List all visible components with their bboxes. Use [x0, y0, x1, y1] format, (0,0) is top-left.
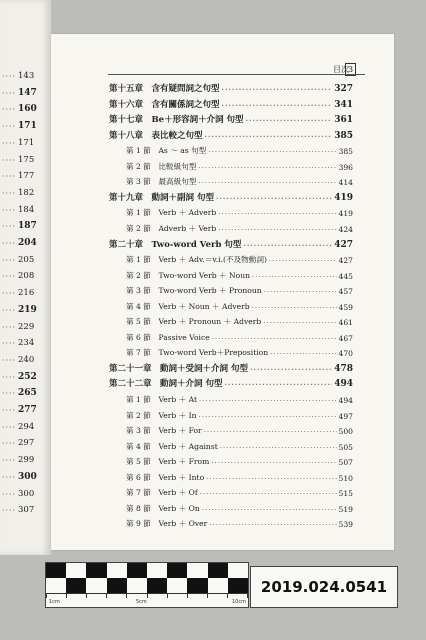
toc-leader-dots: [224, 380, 332, 389]
left-leader-dots: ····: [2, 507, 16, 516]
toc-entry-page: 461: [338, 318, 353, 328]
toc-leader-dots: [204, 428, 337, 436]
toc-leader-dots: [206, 475, 336, 483]
left-page-number: 208: [18, 271, 35, 282]
left-leader-dots: ····: [2, 156, 16, 165]
left-leader-dots: ····: [2, 390, 16, 399]
ruler-square: [147, 578, 167, 593]
toc-entry-page: 445: [338, 271, 353, 281]
ruler-square: [107, 578, 127, 593]
toc-entry-title: 第二十二章 動詞＋介詞 句型: [109, 379, 223, 390]
toc-entry-title: 第 1 節 Verb ＋ At: [126, 395, 198, 404]
left-leader-dots: ····: [2, 189, 16, 198]
toc-section-row: [109, 346, 353, 358]
left-leader-dots: ····: [2, 89, 16, 98]
toc-entry-page: 510: [338, 473, 353, 483]
toc-leader-dots: [264, 288, 337, 296]
toc-entry-title: 第十六章 含有關係詞之句型: [109, 99, 220, 110]
header-rule: [108, 74, 365, 75]
left-page-number: 240: [18, 354, 35, 365]
toc-entry-title: 第十七章 Be＋形容詞＋介詞 句型: [109, 115, 244, 126]
left-page-number: 299: [18, 455, 35, 466]
toc-entry-page: 494: [334, 379, 353, 390]
toc-leader-dots: [250, 365, 332, 374]
ruler-tick: [227, 594, 228, 598]
left-leader-dots: ····: [2, 457, 16, 466]
left-page-number: 182: [18, 187, 35, 198]
left-leader-dots: ····: [2, 223, 16, 232]
ruler-square: [167, 578, 187, 593]
left-page-number: 307: [18, 505, 35, 516]
left-page-number: 171: [18, 137, 35, 148]
toc-leader-dots: [209, 521, 336, 529]
toc-leader-dots: [198, 179, 336, 187]
toc-leader-dots: [220, 444, 337, 452]
left-leader-dots: ····: [2, 373, 16, 382]
ruler-square: [228, 563, 248, 578]
toc-section-row: [109, 269, 353, 281]
toc-section-row: [109, 206, 353, 218]
toc-leader-dots: [246, 116, 333, 125]
ruler-square: [147, 563, 167, 578]
left-leader-dots: ····: [2, 473, 16, 482]
left-leader-dots: ····: [2, 340, 16, 349]
ruler-tick: [106, 594, 107, 598]
left-page-number: 265: [18, 388, 37, 399]
toc-entry-title: 第 1 節 Verb ＋ Adv.＝v.i.(不及物動詞): [126, 255, 267, 265]
toc-chapter-row: [109, 129, 353, 141]
toc-leader-dots: [212, 335, 337, 343]
ruler-square: [208, 578, 228, 593]
toc-entry-title: 第 2 節 Adverb ＋ Verb: [126, 223, 217, 233]
toc-leader-dots: [269, 257, 337, 265]
ruler-square: [86, 563, 106, 578]
toc-chapter-row: [109, 362, 353, 374]
toc-entry-page: 459: [338, 302, 353, 312]
toc-section-row: [109, 424, 353, 436]
toc-leader-dots: [222, 101, 333, 110]
toc-leader-dots: [199, 413, 337, 421]
left-leader-dots: ····: [2, 273, 16, 282]
toc-entry-page: 427: [334, 239, 353, 250]
toc-entry-title: 第 6 節 Passive Voice: [126, 332, 210, 342]
toc-section-row: [109, 160, 353, 172]
toc-section-row: [109, 300, 353, 312]
toc-section-row: [109, 517, 353, 529]
toc-entry-page: 396: [338, 162, 353, 172]
left-leader-dots: ····: [2, 440, 16, 449]
ruler-label-10cm: 10cm: [232, 599, 246, 605]
left-leader-dots: ····: [2, 423, 16, 432]
ruler-label-1cm: 1cm: [49, 599, 60, 605]
left-page-number: 234: [18, 338, 35, 349]
toc-chapter-row: [109, 191, 353, 203]
toc-entry-title: 第 3 節 Verb ＋ For: [126, 426, 202, 436]
toc-leader-dots: [222, 85, 333, 94]
ruler-square: [127, 578, 147, 593]
toc-section-row: [109, 253, 353, 265]
toc-entry-page: 494: [338, 396, 353, 405]
left-leader-dots: ····: [2, 490, 16, 499]
toc-section-row: [109, 331, 353, 343]
toc-entry-title: 第 6 節 Verb ＋ Into: [126, 472, 205, 482]
toc-leader-dots: [243, 241, 332, 250]
toc-entry-title: 第 5 節 Verb ＋ From: [126, 457, 210, 467]
toc-entry-page: 327: [334, 84, 353, 94]
ruler-tick: [187, 594, 188, 598]
toc-section-row: [109, 222, 353, 234]
toc-chapter-row: [109, 82, 353, 94]
left-leader-dots: ····: [2, 106, 16, 115]
toc-chapter-row: [109, 98, 353, 110]
ruler-square: [208, 563, 228, 578]
toc-leader-dots: [198, 164, 336, 172]
toc-entry-page: 478: [334, 363, 353, 374]
toc-entry-page: 414: [338, 178, 353, 188]
left-page-number: 229: [18, 321, 35, 332]
toc-entry-page: 427: [338, 256, 353, 266]
ruler-square: [167, 563, 187, 578]
ruler-square: [107, 563, 127, 578]
ruler-tick: [247, 594, 248, 598]
toc-leader-dots: [211, 459, 336, 467]
ruler-square: [66, 578, 86, 593]
toc-entry-title: 第 5 節 Verb ＋ Pronoun ＋ Adverb: [126, 317, 262, 327]
toc-leader-dots: [200, 490, 337, 498]
toc-entry-page: 385: [334, 130, 353, 141]
color-scale-ruler: [45, 562, 249, 608]
toc-entry-title: 第二十一章 動詞＋受詞＋介詞 句型: [109, 363, 248, 374]
toc-entry-page: 424: [338, 224, 353, 234]
right-page: [51, 34, 394, 550]
toc-entry-title: 第 1 節 Verb ＋ Adverb: [126, 208, 217, 218]
toc-entry-title: 第十八章 表比較之句型: [109, 130, 203, 141]
toc-chapter-row: [109, 377, 353, 389]
left-leader-dots: ····: [2, 407, 16, 415]
ruler-square: [228, 578, 248, 593]
left-page-number: 204: [18, 238, 37, 248]
toc-entry-page: 470: [338, 349, 353, 359]
left-page-number: 184: [18, 204, 35, 215]
toc-entry-title: 第 2 節 Verb ＋ In: [126, 410, 197, 420]
toc-entry-title: 第 7 節 Verb ＋ Of: [126, 488, 198, 498]
left-page-number: 300: [18, 471, 37, 482]
left-leader-dots: ····: [2, 173, 16, 182]
toc-section-row: [109, 486, 353, 498]
left-leader-dots: ····: [2, 73, 16, 81]
toc-section-row: [109, 315, 353, 327]
toc-leader-dots: [218, 210, 336, 218]
toc-leader-dots: [270, 350, 336, 358]
toc-entry-page: 497: [338, 411, 353, 421]
toc-section-row: [109, 393, 353, 405]
left-page-number: 205: [18, 254, 35, 265]
toc-entry-title: 第 4 節 Verb ＋ Against: [126, 441, 218, 451]
toc-entry-page: 457: [338, 287, 353, 297]
ruler-tick: [147, 594, 148, 598]
toc-entry-title: 第二十章 Two-word Verb 句型: [109, 239, 242, 250]
header-page-number: 3: [345, 63, 356, 76]
ruler-square: [187, 578, 207, 593]
ruler-square: [127, 563, 147, 578]
ruler-square: [66, 563, 86, 578]
ruler-square: [46, 563, 66, 578]
toc-entry-title: 第十五章 含有疑問詞之句型: [109, 84, 220, 94]
toc-entry-title: 第 8 節 Verb ＋ On: [126, 503, 200, 513]
toc-entry-title: 第 9 節 Verb ＋ Over: [126, 519, 208, 529]
toc-entry-page: 505: [338, 442, 353, 452]
toc-section-row: [109, 409, 353, 421]
toc-leader-dots: [218, 226, 336, 234]
toc-chapter-row: [109, 238, 353, 250]
toc-leader-dots: [205, 132, 333, 141]
toc-entry-page: 361: [334, 115, 353, 126]
toc-leader-dots: [252, 304, 337, 312]
left-page-number: 160: [18, 104, 37, 115]
left-page-number: 216: [18, 288, 35, 299]
left-page-number: 297: [18, 438, 35, 449]
left-leader-dots: ····: [2, 356, 16, 365]
left-page-number: 171: [18, 121, 37, 132]
left-page-number: 300: [18, 488, 35, 499]
toc-entry-page: 467: [338, 333, 353, 343]
toc-entry-title: 第 2 節 比較級句型: [126, 161, 197, 171]
left-leader-dots: ····: [2, 323, 16, 332]
toc-entry-page: 419: [338, 209, 353, 219]
toc-leader-dots: [208, 148, 336, 156]
ruler-tick: [66, 594, 67, 598]
toc-entry-page: 507: [338, 458, 353, 468]
toc-entry-page: 539: [338, 520, 353, 530]
toc-leader-dots: [202, 506, 337, 514]
toc-entry-title: 第 3 節 Two-word Verb ＋ Pronoun: [126, 286, 262, 296]
toc-entry-title: 第 4 節 Verb ＋ Noun ＋ Adverb: [126, 301, 250, 311]
toc-entry-title: 第 3 節 最高級句型: [126, 177, 197, 187]
left-page-number: 187: [18, 221, 37, 232]
toc-section-row: [109, 455, 353, 467]
toc-section-row: [109, 144, 353, 156]
left-leader-dots: ····: [2, 290, 16, 299]
toc-leader-dots: [263, 319, 336, 327]
left-page-number: 143: [18, 71, 35, 81]
toc-entry-page: 515: [338, 489, 353, 499]
toc-entry-title: 第十九章 動詞＋副詞 句型: [109, 192, 214, 203]
left-page-number: 252: [18, 371, 37, 382]
ruler-square: [86, 578, 106, 593]
ruler-tick: [167, 594, 168, 598]
catalog-number: 2019.024.0541: [250, 566, 398, 608]
toc-leader-dots: [216, 194, 332, 203]
toc-entry-page: 419: [334, 192, 353, 203]
left-page-number: 219: [18, 304, 37, 315]
header-label: 目次: [333, 65, 349, 74]
ruler-tick: [46, 594, 47, 598]
ruler-tick: [86, 594, 87, 598]
toc-entry-page: 519: [338, 504, 353, 514]
left-leader-dots: ····: [2, 256, 16, 265]
toc-entry-page: 500: [338, 427, 353, 437]
left-leader-dots: ····: [2, 306, 16, 315]
toc-entry-page: 385: [338, 147, 353, 157]
left-leader-dots: ····: [2, 206, 16, 215]
left-page: [0, 0, 51, 555]
ruler-label-5cm: 5cm: [136, 599, 147, 605]
toc-entry-page: 341: [334, 99, 353, 110]
toc-entry-title: 第 2 節 Two-word Verb ＋ Noun: [126, 270, 251, 280]
left-page-number: 294: [18, 421, 35, 432]
toc-entry-title: 第 1 節 As ～ as 句型: [126, 146, 207, 156]
toc-section-row: [109, 471, 353, 483]
left-leader-dots: ····: [2, 240, 16, 248]
ruler-checker: [46, 563, 248, 593]
toc-section-row: [109, 502, 353, 514]
ruler-tick: [126, 594, 127, 598]
left-page-number: 175: [18, 154, 35, 165]
left-page-number: 147: [18, 87, 37, 98]
toc-section-row: [109, 175, 353, 187]
toc-chapter-row: [109, 113, 353, 125]
left-page-number: 177: [18, 171, 35, 182]
ruler-square: [187, 563, 207, 578]
toc-section-row: [109, 284, 353, 296]
toc-leader-dots: [199, 397, 336, 405]
left-leader-dots: ····: [2, 139, 16, 148]
toc-section-row: [109, 440, 353, 452]
left-leader-dots: ····: [2, 123, 16, 132]
toc-leader-dots: [252, 273, 336, 281]
ruler-scale: [46, 593, 248, 608]
ruler-square: [46, 578, 66, 593]
left-page-number: 277: [18, 405, 37, 415]
toc-entry-title: 第 7 節 Two-word Verb＋Preposition: [126, 348, 269, 358]
ruler-tick: [207, 594, 208, 598]
